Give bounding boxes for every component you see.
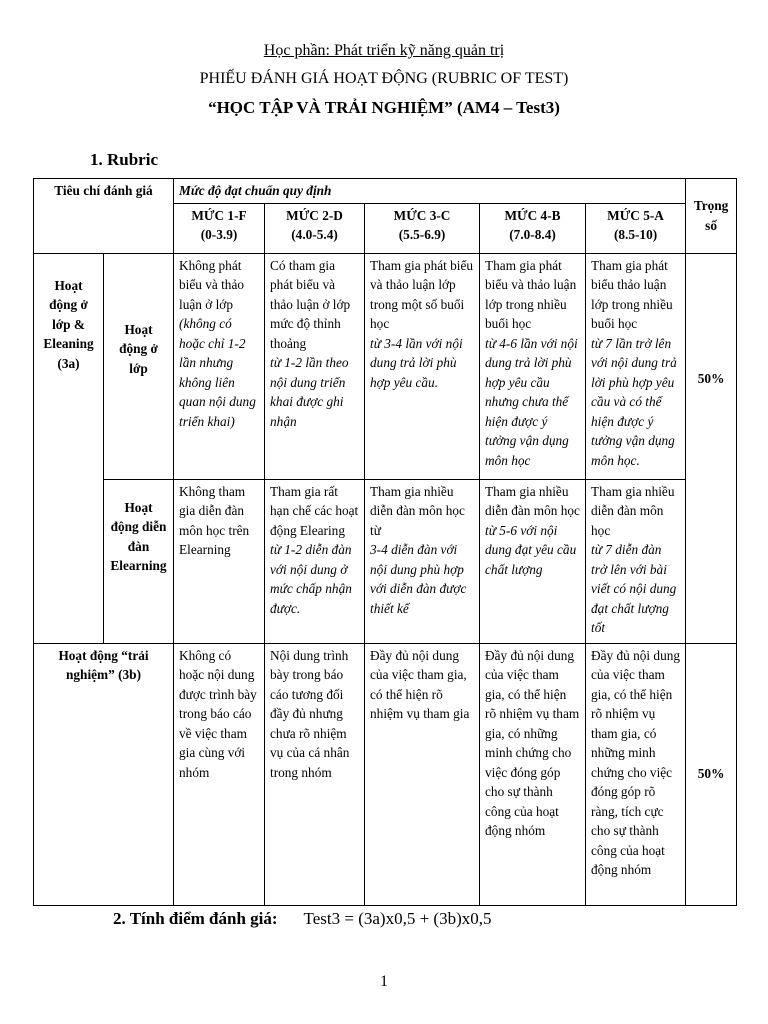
exp-level-1-cell: Không có hoặc nội dung được trình bày trong báo cáo về việc tham gia cùng với nhóm <box>174 643 265 905</box>
forum-level-4-cell: Tham gia nhiều diễn đàn môn học từ 5-6 với nội dung đạt yêu cầu chất lượng <box>480 479 586 643</box>
form-title: PHIẾU ĐÁNH GIÁ HOẠT ĐỘNG (RUBRIC OF TEST) <box>199 70 569 87</box>
class-level-2-cell: Có tham gia phát biểu và thảo luận ở lớp mức độ thỉnh thoảng từ 1-2 lần theo nội dung triển khai được ghi nhận <box>265 253 365 479</box>
table-row <box>34 643 737 905</box>
level-4-header: MỨC 4-B (7.0-8.4) <box>480 203 586 253</box>
class-level-4-cell: Tham gia phát biểu và thảo luận lớp trong nhiều buổi học từ 4-6 lần với nội dung trả lời phù hợp yêu cầu nhưng chưa thể hiện được ý tưởng vận dụng môn học <box>480 253 586 479</box>
forum-level-3-cell: Tham gia nhiều diễn đàn môn học từ 3-4 diễn đàn với nội dung phù hợp với diễn đàn được thiết kế <box>365 479 480 643</box>
level-3-header: MỨC 3-C (5.5-6.9) <box>365 203 480 253</box>
section-score <box>113 909 492 929</box>
weight-3a: 50% <box>686 253 737 643</box>
exp-level-4-cell: Đầy đủ nội dung của việc tham gia, có thể hiện rõ nhiệm vụ tham gia, có những minh chứng cho việc đóng góp cho sự thành công của hoạt động nhóm <box>480 643 586 905</box>
course-title: Học phần: Phát triển kỹ năng quản trị <box>263 42 505 59</box>
exp-level-3-cell: Đầy đủ nội dung của việc tham gia, có thể hiện rõ nhiệm vụ tham gia <box>365 643 480 905</box>
table-row <box>34 253 737 479</box>
table-row <box>34 479 737 643</box>
group-3a-label: Hoạt động ở lớp & Eleaning (3a) <box>34 253 104 643</box>
class-activity-label: Hoạt động ở lớp <box>104 253 174 479</box>
header-row <box>34 179 737 204</box>
forum-level-5-cell: Tham gia nhiều diễn đàn môn học từ 7 diễn đàn trở lên với bài viết có nội dung đạt chất lượng tốt <box>586 479 686 643</box>
levels-header: Mức độ đạt chuẩn quy định <box>174 179 686 204</box>
rubric-table <box>33 178 737 906</box>
forum-level-1-cell: Không tham gia diễn đàn môn học trên Elearning <box>174 479 265 643</box>
level-2-header: MỨC 2-D (4.0-5.4) <box>265 203 365 253</box>
section-rubric-heading: 1. Rubric <box>90 150 158 169</box>
class-level-3-cell: Tham gia phát biểu và thảo luận lớp trong một số buổi học từ 3-4 lần với nội dung trả lời phù hợp yêu cầu. <box>365 253 480 479</box>
weight-header: Trọng số <box>686 179 737 254</box>
test-title: “HỌC TẬP VÀ TRẢI NGHIỆM” (AM4 – Test3) <box>208 98 560 117</box>
forum-activity-label: Hoạt động diễn đàn Elearning <box>104 479 174 643</box>
level-1-header: MỨC 1-F (0-3.9) <box>174 203 265 253</box>
criteria-header: Tiêu chí đánh giá <box>34 179 174 254</box>
exp-level-2-cell: Nội dung trình bày trong báo cáo tương đối đầy đủ nhưng chưa rõ nhiệm vụ của cá nhân trong nhóm <box>265 643 365 905</box>
forum-level-2-cell: Tham gia rất hạn chế các hoạt động Elearing từ 1-2 diễn đàn với nội dung ở mức chấp nhận được. <box>265 479 365 643</box>
page-number: 1 <box>380 973 388 990</box>
level-5-header: MỨC 5-A (8.5-10) <box>586 203 686 253</box>
score-formula: Test3 = (3a)x0,5 + (3b)x0,5 <box>303 909 492 928</box>
score-label: 2. Tính điểm đánh giá: <box>113 909 278 928</box>
exp-level-5-cell: Đầy đủ nội dung của việc tham gia, có thể hiện rõ nhiệm vụ tham gia, có những minh chứng cho việc đóng góp rõ ràng, tích cực cho sự thành công của hoạt động nhóm <box>586 643 686 905</box>
weight-3b: 50% <box>686 643 737 905</box>
experience-activity-label: Hoạt động “trải nghiệm” (3b) <box>34 643 174 905</box>
class-level-5-cell: Tham gia phát biểu thảo luận lớp trong nhiều buổi học từ 7 lần trở lên với nội dung trả lời phù hợp yêu cầu và có thể hiện được ý tưởng vận dụng môn học. <box>586 253 686 479</box>
class-level-1-cell: Không phát biểu và thảo luận ở lớp (không có hoặc chỉ 1-2 lần nhưng không liên quan nội dung triển khai) <box>174 253 265 479</box>
